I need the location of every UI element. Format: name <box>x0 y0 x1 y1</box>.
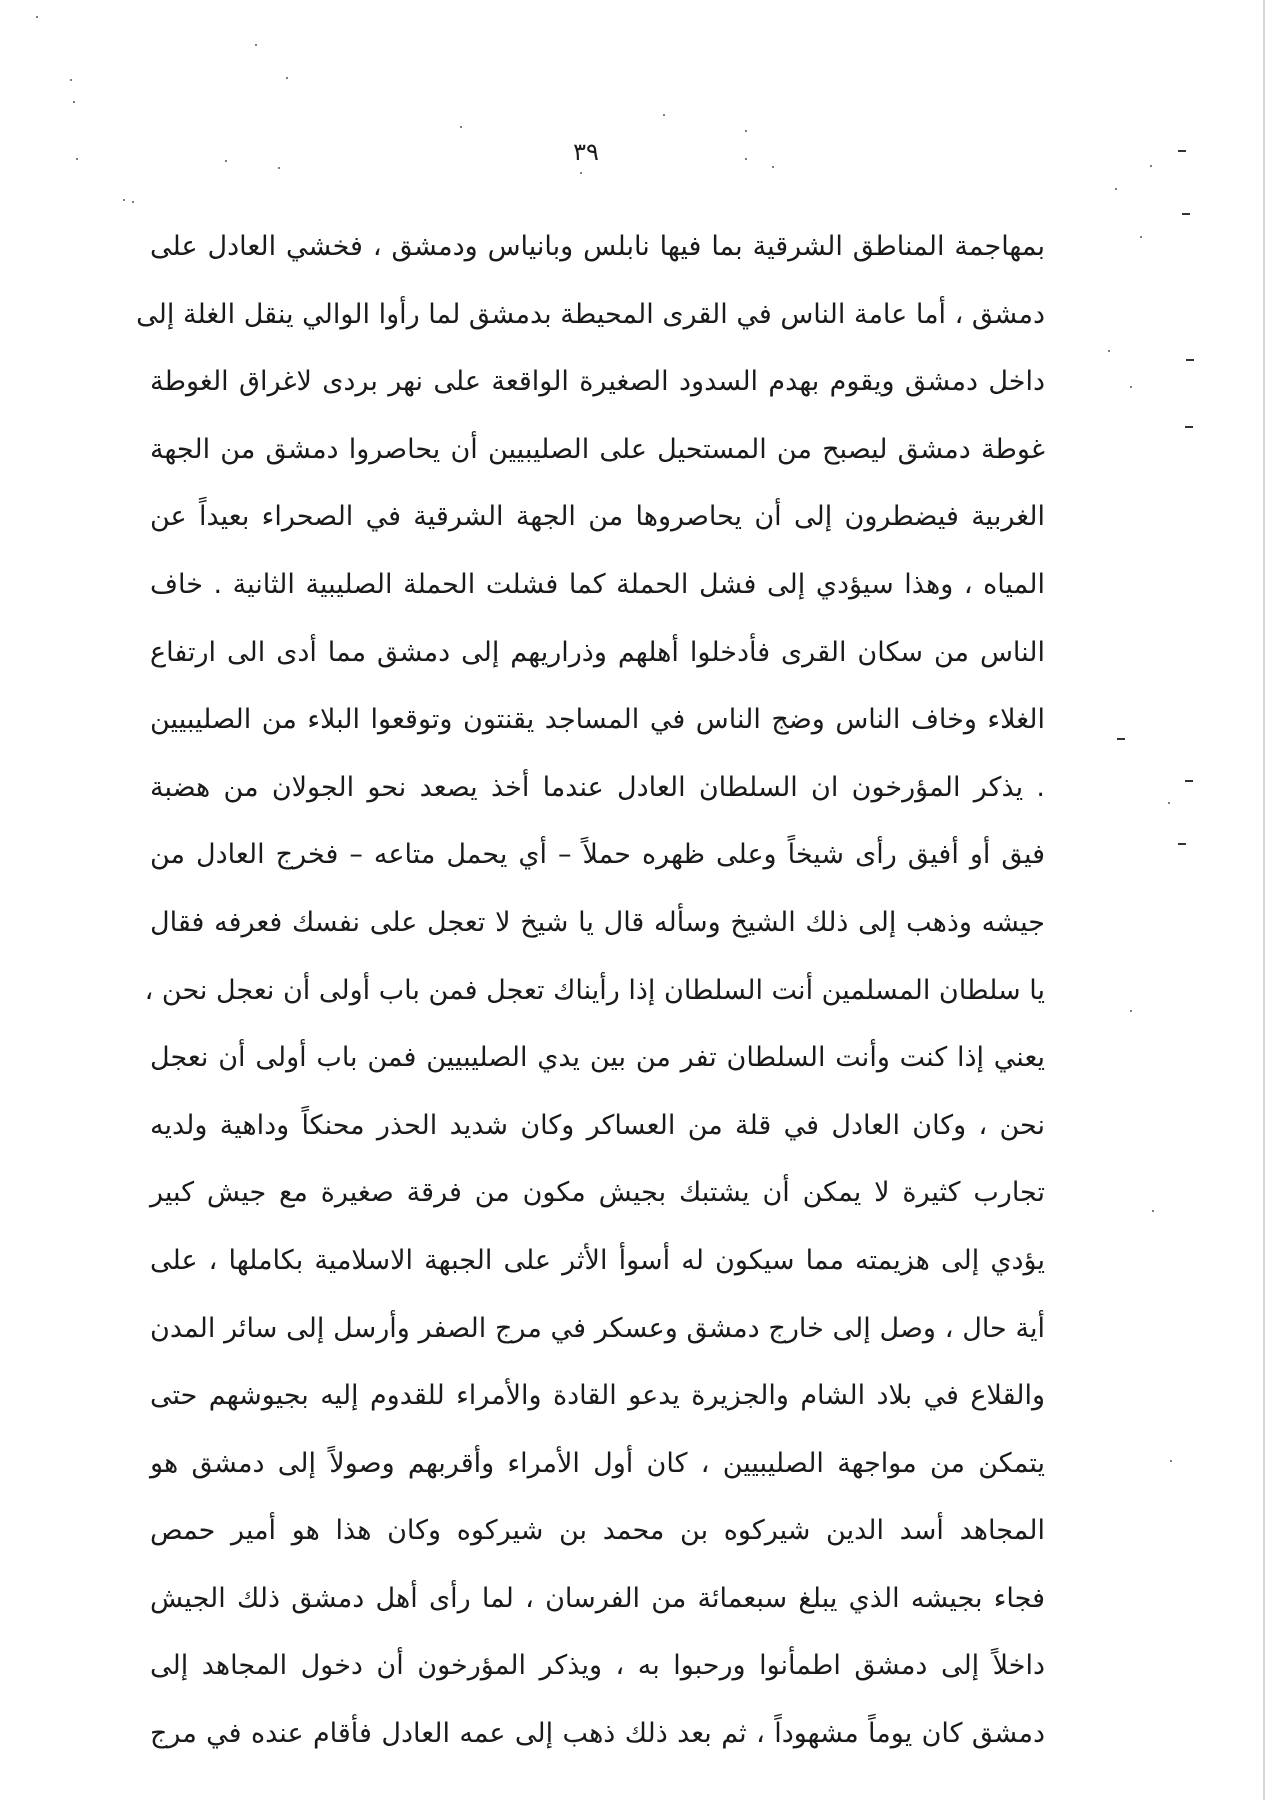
scan-speck <box>76 158 78 160</box>
text-line: الغلاء وخاف الناس وضج الناس في المساجد يقنتون وتوقعوا البلاء من الصليبيين <box>150 704 1045 736</box>
text-line: غوطة دمشق ليصبح من المستحيل على الصليبيين أن يحاصروا دمشق من الجهة <box>150 433 1045 465</box>
text-line: داخل دمشق ويقوم بهدم السدود الصغيرة الواقعة على نهر بردى لاغراق الغوطة <box>150 366 1045 398</box>
text-line: الغربية فيضطرون إلى أن يحاصروها من الجهة الشرقية في الصحراء بعيداً عن <box>150 501 1045 533</box>
scan-speck <box>225 160 227 162</box>
scan-speck <box>745 158 747 160</box>
scan-speck <box>1140 236 1142 238</box>
page-edge-shadow <box>1263 0 1265 1800</box>
text-line: المجاهد أسد الدين شيركوه بن محمد بن شيركوه وكان هذا هو أمير حمص <box>150 1515 1045 1547</box>
scan-mark <box>1186 359 1194 361</box>
scan-speck <box>663 114 665 116</box>
text-line: فجاء بجيشه الذي يبلغ سبعمائة من الفرسان ، لما رأى أهل دمشق ذلك الجيش <box>150 1582 1045 1614</box>
scan-mark <box>1185 780 1193 782</box>
scan-speck <box>745 130 747 132</box>
text-line: جيشه وذهب إلى ذلك الشيخ وسأله قال يا شيخ لا تعجل على نفسك فعرفه فقال <box>150 906 1045 938</box>
text-line: دمشق كان يوماً مشهوداً ، ثم بعد ذلك ذهب إلى عمه العادل فأقام عنده في مرج <box>150 1718 1045 1750</box>
scan-speck <box>772 166 774 168</box>
scan-speck <box>36 16 38 18</box>
scan-speck <box>255 44 257 46</box>
text-line: المياه ، وهذا سيؤدي إلى فشل الحملة كما فشلت الحملة الصليبية الثانية . خاف <box>150 568 1045 600</box>
text-line: فيق أو أفيق رأى شيخاً وعلى ظهره حملاً – أي يحمل متاعه – فخرج العادل من <box>150 839 1045 871</box>
scan-speck <box>580 172 582 174</box>
text-line: والقلاع في بلاد الشام والجزيرة يدعو القادة والأمراء للقدوم إليه بجيوشهم حتى <box>150 1380 1045 1412</box>
scan-speck <box>278 167 280 169</box>
text-line: يتمكن من مواجهة الصليبيين ، كان أول الأمراء وأقربهم وصولاً إلى دمشق هو <box>150 1447 1045 1479</box>
text-line: الناس من سكان القرى فأدخلوا أهلهم وذراريهم إلى دمشق مما أدى الى ارتفاع <box>150 636 1045 668</box>
scan-mark <box>1185 426 1193 428</box>
scan-speck <box>132 201 134 203</box>
scan-speck <box>460 126 462 128</box>
scan-speck <box>1115 188 1117 190</box>
scan-mark <box>1178 843 1186 845</box>
text-line: بمهاجمة المناطق الشرقية بما فيها نابلس وبانياس ودمشق ، فخشي العادل على <box>150 231 1045 262</box>
scan-mark <box>1178 150 1186 152</box>
scan-speck <box>70 79 72 81</box>
text-line: يا سلطان المسلمين أنت السلطان إذا رأيناك تعجل فمن باب أولى أن نعجل نحن ، <box>144 974 1045 1006</box>
text-line: نحن ، وكان العادل في قلة من العساكر وكان شديد الحذر محنكاً وداهية ولديه <box>150 1109 1045 1141</box>
text-line: تجارب كثيرة لا يمكن أن يشتبك بجيش مكون من فرقة صغيرة مع جيش كبير <box>150 1177 1045 1209</box>
text-line: دمشق ، أما عامة الناس في القرى المحيطة بدمشق لما رأوا الوالي ينقل الغلة إلى <box>136 298 1045 330</box>
scan-speck <box>1108 350 1110 352</box>
scan-speck <box>123 199 125 201</box>
text-line: داخلاً إلى دمشق اطمأنوا ورحبوا به ، ويذكر المؤرخون أن دخول المجاهد إلى <box>150 1650 1045 1682</box>
text-line: يعني إذا كنت وأنت السلطان تفر من بين يدي الصليبيين فمن باب أولى أن نعجل <box>150 1042 1045 1074</box>
scan-speck <box>1170 1460 1172 1462</box>
text-line: . يذكر المؤرخون ان السلطان العادل عندما أخذ يصعد نحو الجولان من هضبة <box>150 771 1045 803</box>
scan-mark <box>1117 738 1125 740</box>
body-text <box>136 213 1045 1768</box>
scan-speck <box>1168 802 1170 804</box>
text-line: يؤدي إلى هزيمته مما سيكون له أسوأ الأثر على الجبهة الاسلامية بكاملها ، على <box>150 1244 1045 1276</box>
scan-speck <box>1130 386 1132 388</box>
scan-speck <box>1150 165 1152 167</box>
scan-speck <box>1152 1210 1154 1212</box>
scan-mark <box>1182 213 1190 215</box>
page-number: ٣٩ <box>573 138 599 166</box>
scan-speck <box>73 101 75 103</box>
scan-speck <box>286 77 288 79</box>
text-line: أية حال ، وصل إلى خارج دمشق وعسكر في مرج الصفر وأرسل إلى سائر المدن <box>150 1312 1045 1344</box>
scan-speck <box>1130 1010 1132 1012</box>
